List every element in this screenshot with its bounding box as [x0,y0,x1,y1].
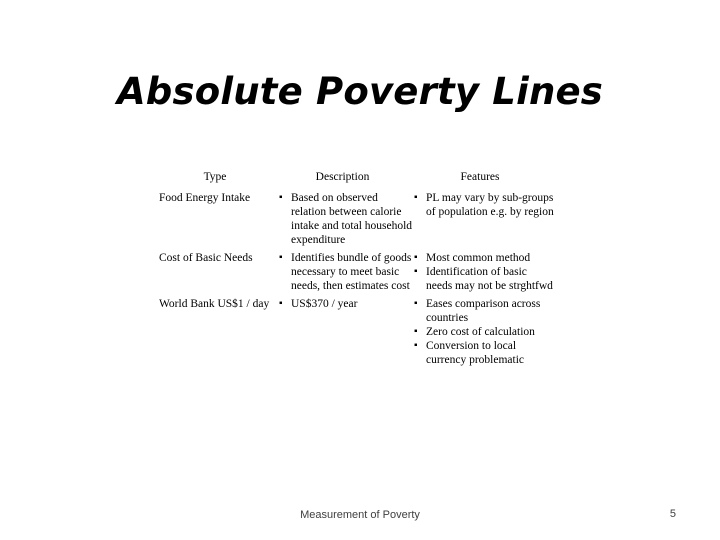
bullet-item: ▪ Eases comparison across countries [414,297,554,325]
bullet-item: ▪ Conversion to local currency problematic [414,339,554,367]
row-type: World Bank US$1 / day [159,298,270,310]
bullet-item: ▪ Zero cost of calculation [414,325,554,339]
row-features [414,297,554,367]
bullet-item: ▪ PL may vary by sub-groups of population e.g. by region [414,191,554,219]
slide-footer: Measurement of Poverty [300,509,420,521]
bullet-item: ▪ Identification of basic needs may not be strghtfwd [414,265,554,293]
row-type: Food Energy Intake [159,192,251,204]
row-features [414,191,554,219]
table-row-world-bank [155,297,555,367]
bullet-item: ▪ Most common method [414,251,554,265]
bullet-item: ▪ Identifies bundle of goods necessary to meet basic needs, then estimates cost [279,251,414,293]
bullet-item: ▪ Based on observed relation between calorie intake and total household expenditure [279,191,414,247]
poverty-lines-table [155,166,555,367]
bullet-item: ▪ US$370 / year [279,297,414,311]
table-row-food-energy-intake [155,191,555,247]
table-row-cost-of-basic-needs [155,251,555,293]
row-features [414,251,554,293]
header-features: Features [460,171,500,183]
header-description: Description [315,171,370,183]
row-description [279,251,414,293]
row-description [279,191,414,247]
row-description [279,297,414,311]
row-type: Cost of Basic Needs [159,252,253,264]
page-number: 5 [669,508,676,520]
table-header-row [155,166,555,188]
header-type: Type [203,171,227,183]
slide-title: Absolute Poverty Lines [116,70,604,113]
